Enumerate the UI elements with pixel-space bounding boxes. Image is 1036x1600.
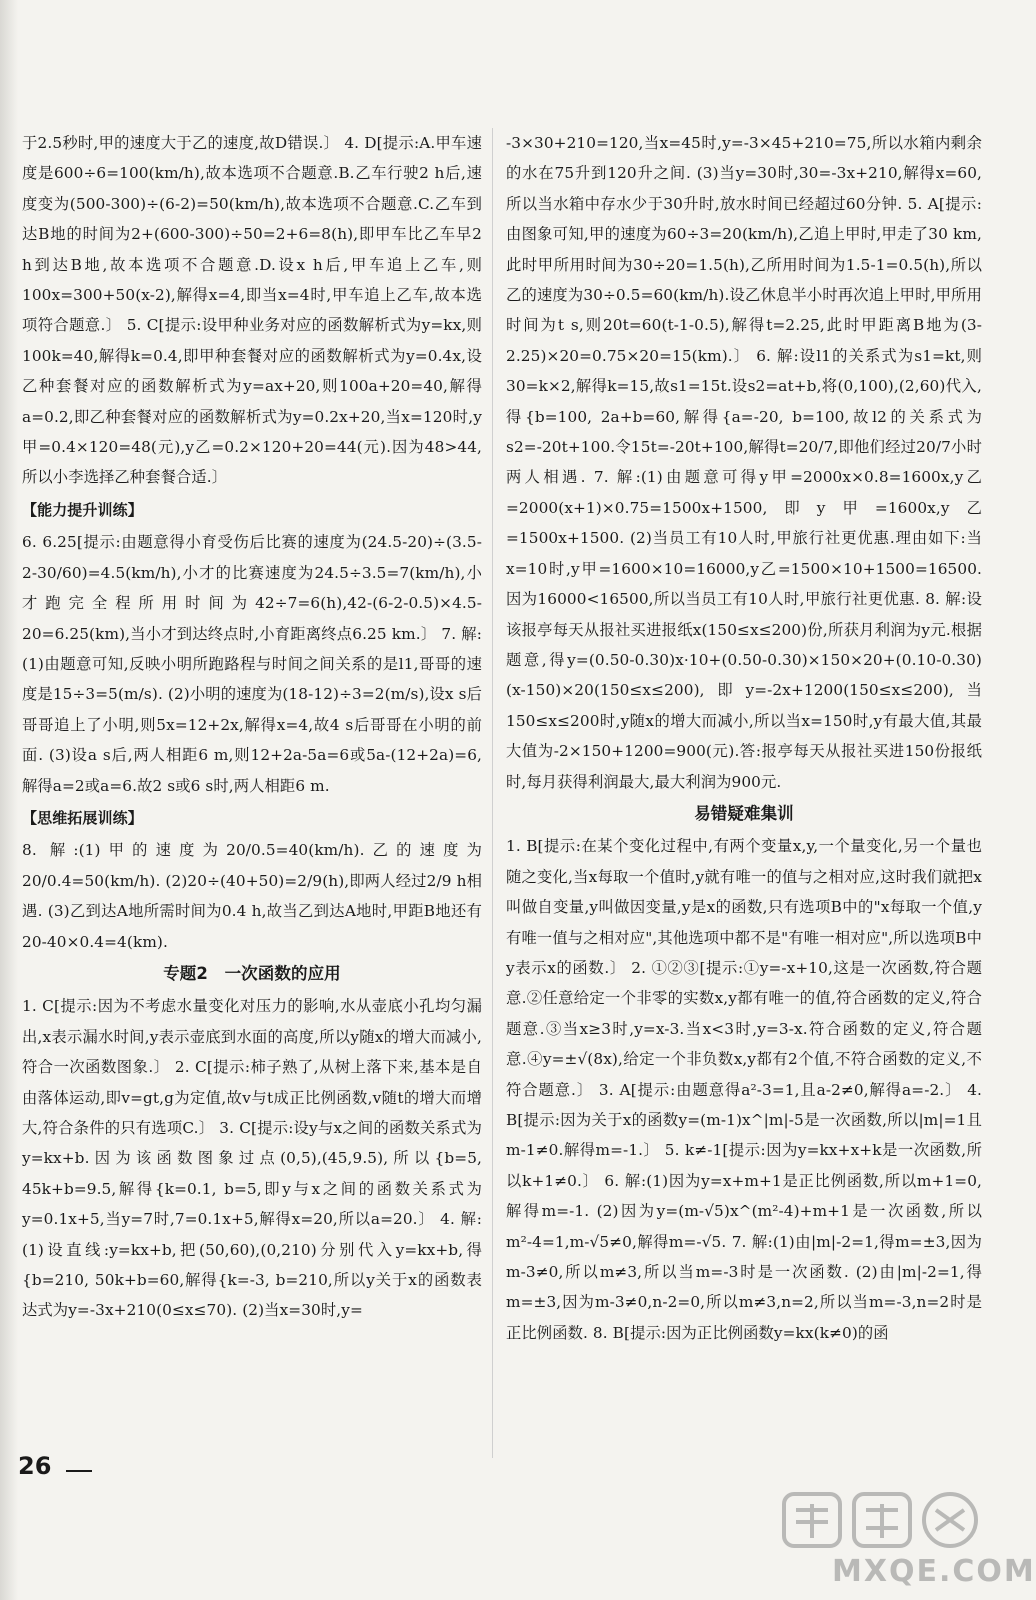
page-number: 26 — [18, 1452, 52, 1480]
page-binding-edge — [0, 0, 18, 1600]
left-column — [22, 128, 482, 1326]
left-paragraph-2: 6. 6.25[提示:由题意得小育受伤后比赛的速度为(24.5-20)÷(3.5-2-30/60)=4.5(km/h),小才的比赛速度为24.5÷3.5=7(km/h),小才跑完全程所用时间为42÷7=6(h),42-(6-2-0.5)×4.5-20=6.25(km),当小才到达终点时,小育距离终点6.25 km.〕 7. 解:(1)由题意可知,反映小明所跑路程与时间之间关系的是l1,哥哥的速度是15÷3=5(m/s). (2)小明的速度为(18-12)÷3=2(m/s),设x s后哥哥追上了小明,则5x=12+2x,解得x=4,故4 s后哥哥在小明的前面. (3)设a s后,两人相距6 m,则12+2a-5a=6或5a-(12+2a)=6,解得a=2或a=6.故2 s或6 s时,两人相距6 m. — [22, 533, 482, 795]
answer-site-logo-icon — [780, 1488, 990, 1552]
section-heading-ability: 【能力提升训练】 — [22, 500, 143, 519]
left-paragraph-4: 1. C[提示:因为不考虑水量变化对压力的影响,水从壶底小孔均匀漏出,x表示漏水时间,y表示壶底到水面的高度,所以y随x的增大而减小,符合一次函数图象.〕 2. C[提示:柿子熟了,从树上落下来,基本是自由落体运动,即v=gt,g为定值,故v与t成正比例函数,v随t的增大而增大,符合条件的只有选项C.〕 3. C[提示:设y与x之间的函数关系式为y=kx+b.因为该函数图象过点(0,5),(45,9.5),所以{b=5, 45k+b=9.5,解得{k=0.1, b=5,即y与x之间的函数关系式为y=0.1x+5,当y=7时,7=0.1x+5,解得x=20,所以a=20.〕 4. 解:(1)设直线:y=kx+b,把(50,60),(0,210)分别代入y=kx+b,得{b=210, 50k+b=60,解得{k=-3, b=210,所以y关于x的函数表达式为y=-3x+210(0≤x≤70). (2)当x=30时,y= — [22, 997, 482, 1320]
column-divider — [492, 128, 493, 1458]
page-number-rule — [66, 1470, 92, 1472]
left-paragraph-1: 于2.5秒时,甲的速度大于乙的速度,故D错误.〕 4. D[提示:A.甲车速度是600÷6=100(km/h),故本选项不合题意.B.乙车行驶2 h后,速度变为(500-300)÷(6-2)=50(km/h),故本选项不合题意.C.乙车到达B地的时间为2+(600-300)÷50=2+6=8(h),即甲车比乙车早2 h到达B地,故本选项不合题意.D.设x h后,甲车追上乙车,则100x=300+50(x-2),解得x=4,即当x=4时,甲车追上乙车,故本选项符合题意.〕 5. C[提示:设甲种业务对应的函数解析式为y=kx,则100k=40,解得k=0.4,即甲种套餐对应的函数解析式为y=0.4x,设乙种套餐对应的函数解析式为y=ax+20,则100a+20=40,解得a=0.2,即乙种套餐对应的函数解析式为y=0.2x+20,当x=120时,y甲=0.4×120=48(元),y乙=0.2×120+20=44(元).因为48>44,所以小李选择乙种套餐合适.〕 — [22, 134, 482, 487]
right-paragraph-1: -3×30+210=120,当x=45时,y=-3×45+210=75,所以水箱内剩余的水在75升到120升之间. (3)当y=30时,30=-3x+210,解得x=60,所以当水箱中存水少于30升时,放水时间已经超过60分钟. 5. A[提示:由图象可知,甲的速度为60÷3=20(km/h),乙追上甲时,甲走了30 km,此时甲所用时间为30÷20=1.5(h),乙所用时间为1.5-1=0.5(h),所以乙的速度为30÷0.5=60(km/h).设乙休息半小时再次追上甲时,甲所用时间为t s,则20t=60(t-1-0.5),解得t=2.25,此时甲距离B地为(3-2.25)×20=0.75×20=15(km).〕 6. 解:设l1的关系式为s1=kt,则30=k×2,解得k=15,故s1=15t.设s2=at+b,将(0,100),(2,60)代入,得{b=100, 2a+b=60,解得{a=-20, b=100,故l2的关系式为s2=-20t+100.令15t=-20t+100,解得t=20/7,即他们经过20/7小时两人相遇. 7. 解:(1)由题意可得y甲=2000x×0.8=1600x,y乙=2000(x+1)×0.75=1500x+1500,即y甲=1600x,y乙=1500x+1500. (2)当员工有10人时,甲旅行社更优惠.理由如下:当x=10时,y甲=1600×10=16000,y乙=1500×10+1500=16500.因为16000<16500,所以当员工有10人时,甲旅行社更优惠. 8. 解:设该报亭每天从报社买进报纸x(150≤x≤200)份,所获月利润为y元.根据题意,得y=(0.50-0.30)x·10+(0.50-0.30)×150×20+(0.10-0.30)(x-150)×20(150≤x≤200),即y=-2x+1200(150≤x≤200),当150≤x≤200时,y随x的增大而减小,所以当x=150时,y有最大值,其最大值为-2×150+1200=900(元).答:报亭每天从报社买进150份报纸时,每月获得利润最大,最大利润为900元. — [506, 134, 982, 791]
right-column — [506, 128, 982, 1348]
watermark — [780, 1488, 1036, 1592]
left-paragraph-3: 8. 解:(1)甲的速度为20/0.5=40(km/h).乙的速度为20/0.4=50(km/h). (2)20÷(40+50)=2/9(h),即两人经过2/9 h相遇. (3)乙到达A地所需时间为0.4 h,故当乙到达A地时,甲距B地还有20-40×0.4=4(km). — [22, 841, 482, 951]
topic-title-error-prone: 易错疑难集训 — [694, 803, 794, 823]
section-heading-thinking: 【思维拓展训练】 — [22, 808, 143, 827]
watermark-url: MXQE.COM — [832, 1554, 1036, 1589]
topic-title-linear-function: 专题2 一次函数的应用 — [163, 963, 341, 983]
right-paragraph-2: 1. B[提示:在某个变化过程中,有两个变量x,y,一个量变化,另一个量也随之变化,当x每取一个值时,y就有唯一的值与之相对应,这时我们就把x叫做自变量,y叫做因变量,y是x的函数,只有选项B中的"x每取一个值,y有唯一值与之相对应",其他选项中都不是"有唯一相对应",所以选项B中y表示x的函数.〕 2. ①②③[提示:①y=-x+10,这是一次函数,符合题意.②任意给定一个非零的实数x,y都有唯一的值,符合函数的定义,符合题意.③当x≥3时,y=x-3.当x<3时,y=3-x.符合函数的定义,符合题意.④y=±√(8x),给定一个非负数x,y都有2个值,不符合函数的定义,不符合题意.〕 3. A[提示:由题意得a²-3=1,且a-2≠0,解得a=-2.〕 4. B[提示:因为关于x的函数y=(m-1)x^|m|-5是一次函数,所以|m|=1且m-1≠0.解得m=-1.〕 5. k≠-1[提示:因为y=kx+x+k是一次函数,所以k+1≠0.〕 6. 解:(1)因为y=x+m+1是正比例函数,所以m+1=0,解得m=-1. (2)因为y=(m-√5)x^(m²-4)+m+1是一次函数,所以m²-4=1,m-√5≠0,解得m=-√5. 7. 解:(1)由|m|-2=1,得m=±3,因为m-3≠0,所以m≠3,所以当m=-3时是一次函数. (2)由|m|-2=1,得m=±3,因为m-3≠0,n-2=0,所以m≠3,n=2,所以当m=-3,n=2时是正比例函数. 8. B[提示:因为正比例函数y=kx(k≠0)的函 — [506, 837, 982, 1342]
